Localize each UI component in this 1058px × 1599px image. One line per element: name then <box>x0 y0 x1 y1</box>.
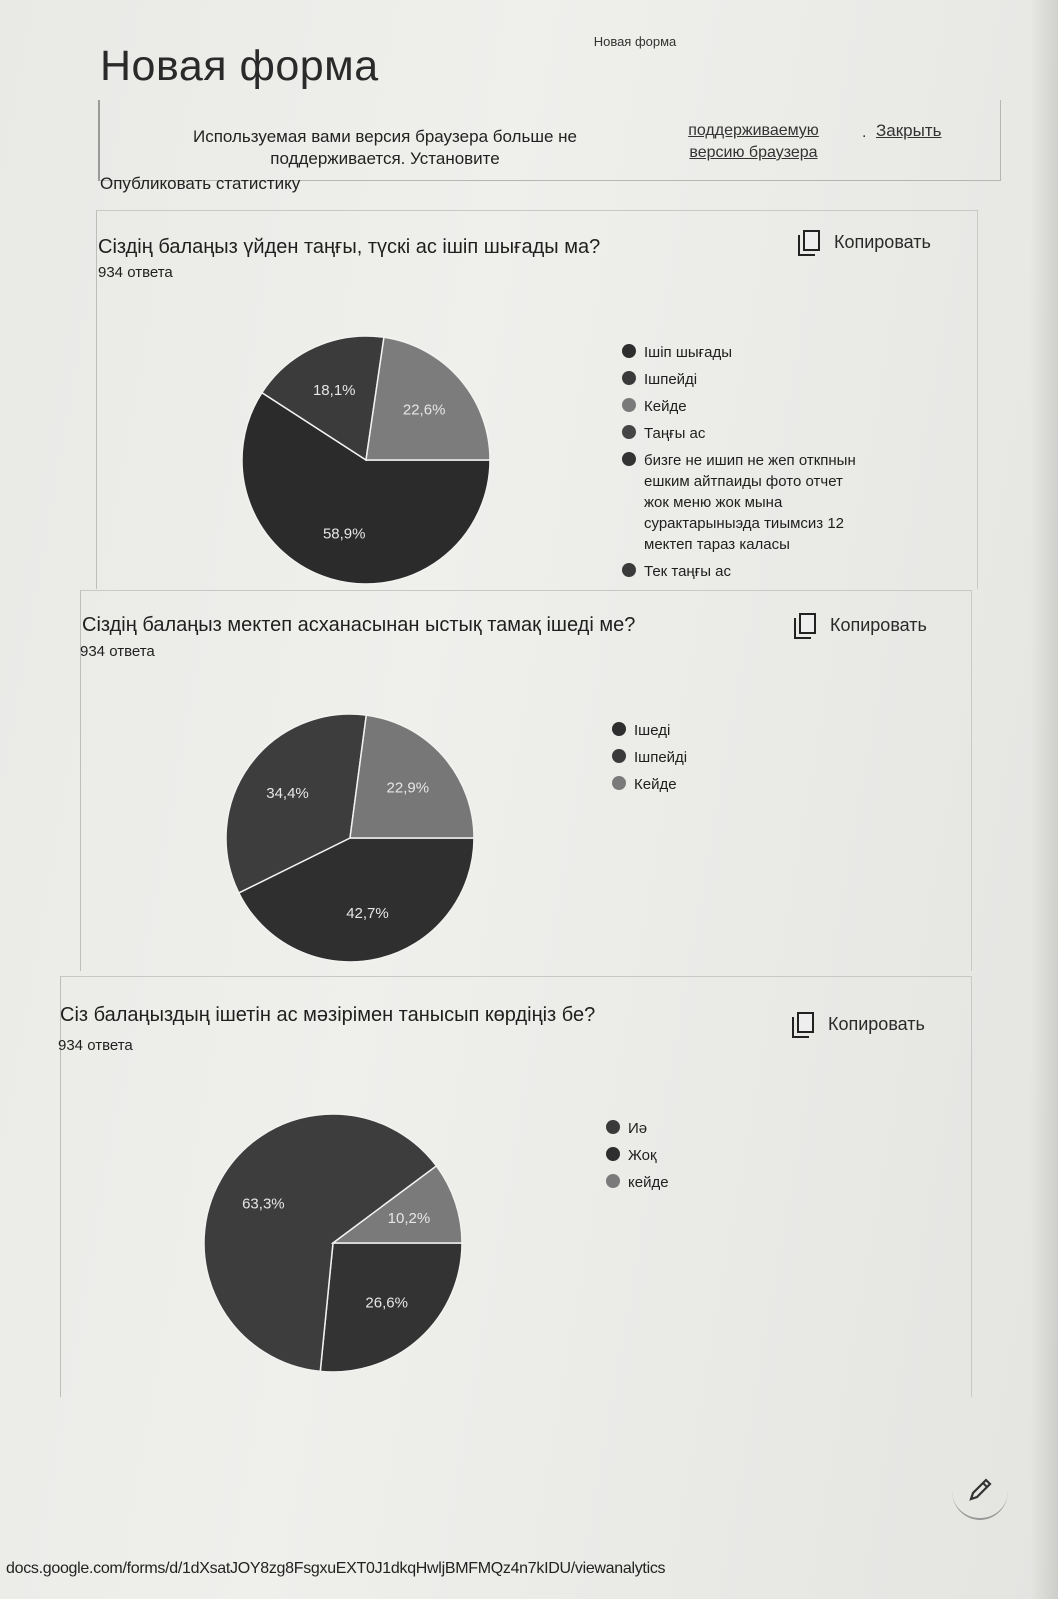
banner-message: Используемая вами версия браузера больше не поддерживается. Установите <box>193 127 577 168</box>
pencil-icon <box>965 1475 995 1505</box>
pie-slice <box>366 337 490 460</box>
page-edge-shadow <box>1030 0 1058 1599</box>
slice-label: 34,4% <box>266 785 309 803</box>
legend-label: бизге не ишип не жеп откпнын ешким айтпаиды фото отчет жок меню жок мына сурактарыныэда тиымсиз 12 мектеп тараз каласы <box>644 452 856 553</box>
legend-item <box>612 747 812 768</box>
close-banner-link[interactable]: Закрыть <box>876 121 942 140</box>
legend-item <box>622 369 872 390</box>
response-count: 934 ответа <box>58 1037 133 1054</box>
legend-swatch <box>622 398 636 412</box>
question-title: Сіз балаңыздың ішетін ас мәзірімен танысып көрдіңіз бе? <box>60 1004 596 1026</box>
legend-swatch <box>612 749 626 763</box>
legend-swatch <box>622 344 636 358</box>
legend-item <box>622 423 872 444</box>
slice-label: 22,9% <box>386 779 430 797</box>
legend-swatch <box>606 1174 620 1188</box>
pie-chart-1 <box>236 330 496 590</box>
legend-swatch <box>622 371 636 385</box>
copy-button[interactable] <box>792 1012 925 1036</box>
chart-legend <box>606 1118 806 1199</box>
legend-label: Жоқ <box>628 1147 657 1164</box>
legend-label: кейде <box>628 1174 669 1191</box>
pie-chart-2 <box>220 708 480 968</box>
legend-label: Кейде <box>634 776 677 793</box>
copy-label: Копировать <box>830 614 927 635</box>
legend-item <box>622 450 872 555</box>
supported-browser-link[interactable]: поддерживаемую версию браузера <box>688 122 819 161</box>
legend-label: Ішпейді <box>644 371 698 388</box>
slice-label: 18,1% <box>312 381 356 399</box>
legend-swatch <box>612 722 626 736</box>
banner-dot: . <box>862 124 867 141</box>
legend-swatch <box>622 452 636 466</box>
slice-label: 63,3% <box>242 1195 285 1213</box>
chart-legend <box>622 342 872 588</box>
legend-swatch <box>606 1147 620 1161</box>
legend-item <box>606 1118 806 1139</box>
copy-icon <box>798 230 820 254</box>
pie-chart-3 <box>198 1108 468 1378</box>
question-title: Сіздің балаңыз үйден таңғы, түскі ас ішіп шығады ма? <box>98 236 601 258</box>
slice-label: 22,6% <box>402 401 446 419</box>
legend-label: Кейде <box>644 398 687 415</box>
legend-label: Ішпейді <box>634 749 688 766</box>
legend-label: Иә <box>628 1120 648 1137</box>
copy-button[interactable] <box>794 613 927 637</box>
slice-label: 58,9% <box>322 525 366 543</box>
question-card-2 <box>80 590 972 971</box>
slice-label: 26,6% <box>365 1294 408 1312</box>
response-count: 934 ответа <box>80 643 155 660</box>
legend-item <box>606 1172 806 1193</box>
edit-button[interactable] <box>952 1462 1008 1520</box>
slice-label: 42,7% <box>346 904 389 922</box>
legend-item <box>612 720 812 741</box>
legend-swatch <box>606 1120 620 1134</box>
form-title: Новая форма <box>100 42 379 90</box>
copy-button[interactable] <box>798 230 931 254</box>
copy-label: Копировать <box>834 231 931 252</box>
question-title: Сіздің балаңыз мектеп асханасынан ыстық тамақ ішеді ме? <box>82 614 636 636</box>
copy-icon <box>792 1012 814 1036</box>
legend-label: Ішіп шығады <box>644 344 732 361</box>
chart-legend <box>612 720 812 801</box>
legend-item <box>612 774 812 795</box>
pie-slice <box>350 715 474 838</box>
legend-item <box>622 396 872 417</box>
legend-swatch <box>612 776 626 790</box>
copy-icon <box>794 613 816 637</box>
legend-swatch <box>622 425 636 439</box>
publish-statistics-toggle[interactable]: Опубликовать статистику <box>100 174 301 193</box>
legend-item <box>622 561 872 582</box>
page-url: docs.google.com/forms/d/1dXsatJOY8zg8FsgxuEXT0J1dkqHwljBMFMQz4n7kIDU/viewanalytics <box>6 1560 666 1577</box>
question-card-3 <box>60 976 972 1397</box>
print-header-title: Новая форма <box>593 34 677 49</box>
slice-label: 10,2% <box>387 1209 431 1227</box>
legend-label: Таңғы ас <box>644 425 706 442</box>
legend-item <box>622 342 872 363</box>
legend-label: Тек таңғы ас <box>644 563 731 580</box>
response-count: 934 ответа <box>98 264 173 281</box>
copy-label: Копировать <box>828 1013 925 1034</box>
legend-swatch <box>622 563 636 577</box>
legend-label: Ішеді <box>634 722 671 739</box>
legend-item <box>606 1145 806 1166</box>
